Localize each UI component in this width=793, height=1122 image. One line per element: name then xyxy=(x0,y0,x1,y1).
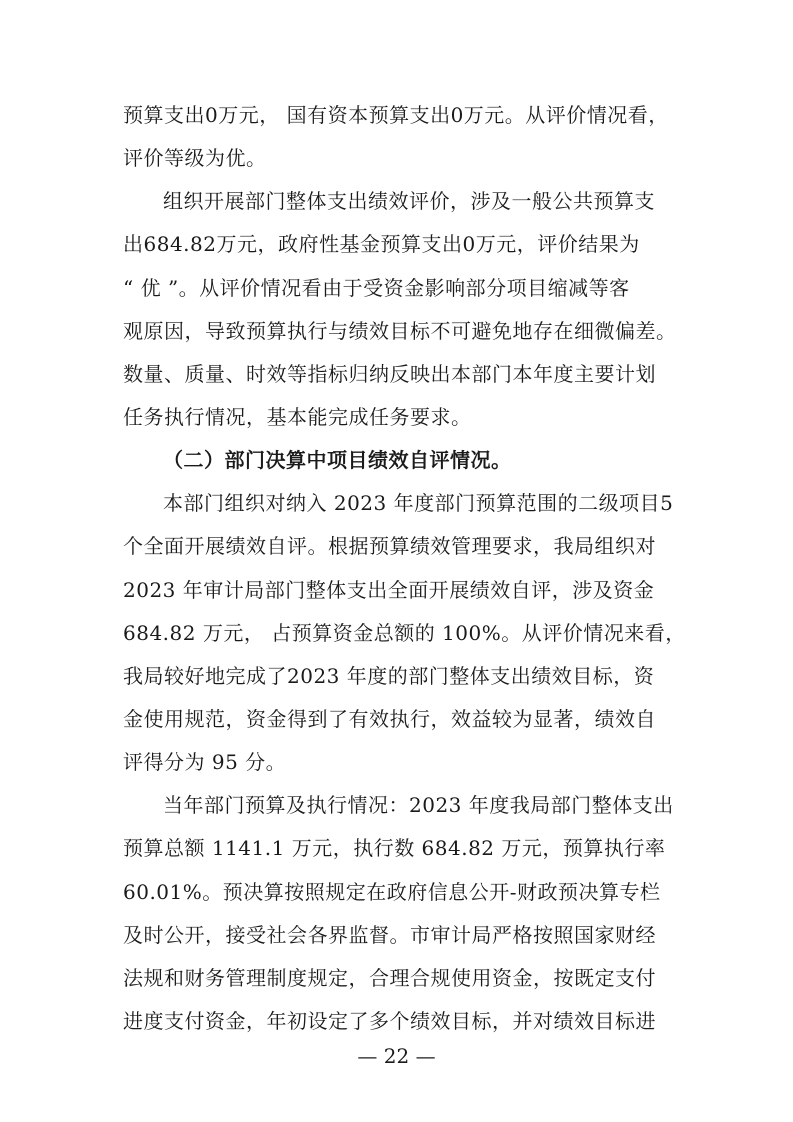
text-line: 60.01%。预决算按照规定在政府信息公开-财政预决算专栏 xyxy=(123,880,661,904)
text-line: 2023 年审计局部门整体支出全面开展绩效自评，涉及资金 xyxy=(123,578,655,602)
text-line: 金使用规范，资金得到了有效执行，效益较为显著，绩效自 xyxy=(123,707,656,731)
text-line: 组织开展部门整体支出绩效评价，涉及一般公共预算支 xyxy=(163,189,655,213)
section-heading: （二）部门决算中项目绩效自评情况。 xyxy=(163,448,512,472)
text-line: 评价等级为优。 xyxy=(123,146,267,170)
text-line: 任务执行情况，基本能完成任务要求。 xyxy=(123,405,472,429)
text-line: 本部门组织对纳入 2023 年度部门预算范围的二级项目5 xyxy=(163,491,674,515)
text-line: 684.82 万元， 占预算资金总额的 100%。从评价情况来看， xyxy=(123,621,686,645)
text-line: 预算支出0万元， 国有资本预算支出0万元。从评价情况看， xyxy=(123,103,669,127)
text-line: 出684.82万元，政府性基金预算支出0万元，评价结果为 xyxy=(123,232,640,256)
text-line: 进度支付资金，年初设定了多个绩效目标，并对绩效目标进 xyxy=(123,1009,656,1033)
text-line: 我局较好地完成了2023 年度的部门整体支出绩效目标，资 xyxy=(123,664,655,688)
text-line: “ 优 ”。从评价情况看由于受资金影响部分项目缩减等客 xyxy=(123,276,630,300)
text-line: 数量、质量、时效等指标归纳反映出本部门本年度主要计划 xyxy=(123,362,656,386)
page-number: — 22 — xyxy=(357,1044,436,1068)
text-line: 当年部门预算及执行情况：2023 年度我局部门整体支出 xyxy=(163,793,674,817)
text-line: 个全面开展绩效自评。根据预算绩效管理要求，我局组织对 xyxy=(123,534,656,558)
text-line: 预算总额 1141.1 万元，执行数 684.82 万元，预算执行率 xyxy=(123,836,666,860)
text-line: 及时公开，接受社会各界监督。市审计局严格按照国家财经 xyxy=(123,923,656,947)
text-line: 观原因，导致预算执行与绩效目标不可避免地存在细微偏差。 xyxy=(123,319,677,343)
text-line: 法规和财务管理制度规定，合理合规使用资金，按既定支付 xyxy=(123,966,656,990)
text-line: 评得分为 95 分。 xyxy=(123,750,287,774)
